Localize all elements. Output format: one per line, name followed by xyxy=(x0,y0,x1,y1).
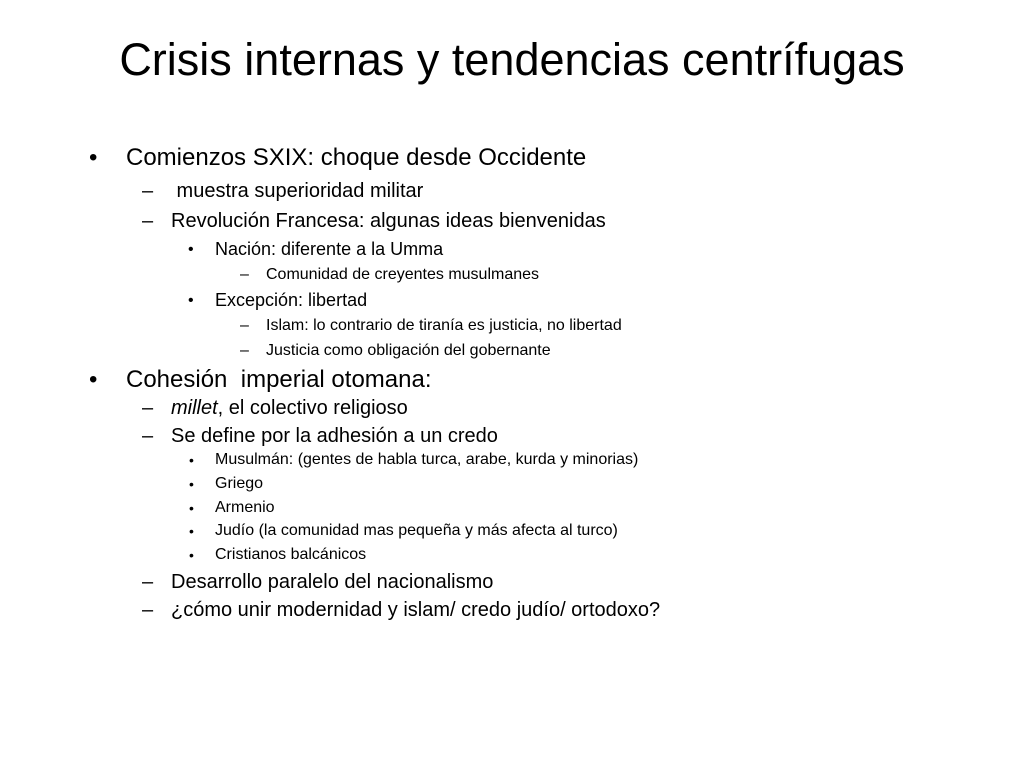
sub-sub-item-text: Musulmán: (gentes de habla turca, arabe, kurda y minorias) xyxy=(215,451,639,468)
detail-item xyxy=(240,265,540,285)
bullet-marker: • xyxy=(89,144,98,171)
bullet-marker: • xyxy=(189,476,194,492)
sub-item xyxy=(142,598,661,622)
bullet-marker: • xyxy=(189,547,194,563)
sub-item-text: , el colectivo religioso xyxy=(217,397,408,419)
sub-sub-item-text: Cristianos balcánicos xyxy=(215,546,367,563)
sub-sub-item xyxy=(189,474,264,494)
sub-sub-item xyxy=(188,239,444,260)
sub-sub-item-text: Nación: diferente a la Umma xyxy=(215,239,444,259)
dash-marker: – xyxy=(142,180,154,202)
bullet-marker: • xyxy=(189,523,194,539)
detail-item xyxy=(240,316,622,336)
dash-marker: – xyxy=(142,397,154,419)
dash-marker: – xyxy=(142,571,154,593)
sub-item-emphasis: millet xyxy=(171,397,218,419)
detail-item-text: Justicia como obligación del gobernante xyxy=(266,342,551,359)
dash-marker: – xyxy=(142,210,154,232)
detail-item xyxy=(240,341,551,361)
sub-item-text: Revolución Francesa: algunas ideas bienvenidas xyxy=(171,210,606,232)
sub-item-text: muestra superioridad militar xyxy=(171,180,424,202)
sub-item xyxy=(142,570,494,594)
sub-item xyxy=(142,179,424,203)
detail-item-text: Comunidad de creyentes musulmanes xyxy=(266,266,540,283)
dash-marker: – xyxy=(142,599,154,621)
dash-marker: – xyxy=(240,266,249,283)
bullet-marker: • xyxy=(188,292,194,309)
bullet-item xyxy=(89,144,587,172)
sub-sub-item-text: Judío (la comunidad mas pequeña y más afecta al turco) xyxy=(215,522,618,539)
bullet-item xyxy=(89,366,432,394)
bullet-text: Comienzos SXIX: choque desde Occidente xyxy=(126,144,587,171)
sub-sub-item xyxy=(189,450,639,470)
bullet-marker: • xyxy=(188,241,194,258)
sub-item-text: Desarrollo paralelo del nacionalismo xyxy=(171,571,494,593)
sub-sub-item xyxy=(189,545,367,565)
sub-item xyxy=(142,424,498,448)
sub-item xyxy=(142,209,606,233)
bullet-text: Cohesión imperial otomana: xyxy=(126,366,432,393)
sub-sub-item xyxy=(189,498,275,518)
sub-item-text: ¿cómo unir modernidad y islam/ credo judío/ ortodoxo? xyxy=(171,599,661,621)
sub-sub-item-text: Armenio xyxy=(215,499,275,516)
slide-title: Crisis internas y tendencias centrífugas xyxy=(119,34,905,85)
sub-sub-item-text: Excepción: libertad xyxy=(215,290,368,310)
sub-sub-item xyxy=(189,521,618,541)
sub-sub-item-text: Griego xyxy=(215,475,264,492)
bullet-marker: • xyxy=(189,452,194,468)
sub-item-text: Se define por la adhesión a un credo xyxy=(171,425,498,447)
bullet-marker: • xyxy=(89,366,98,393)
detail-item-text: Islam: lo contrario de tiranía es justicia, no libertad xyxy=(266,317,622,334)
bullet-marker: • xyxy=(189,500,194,516)
sub-item xyxy=(142,396,408,420)
dash-marker: – xyxy=(142,425,154,447)
dash-marker: – xyxy=(240,342,249,359)
sub-sub-item xyxy=(188,290,368,311)
dash-marker: – xyxy=(240,317,249,334)
